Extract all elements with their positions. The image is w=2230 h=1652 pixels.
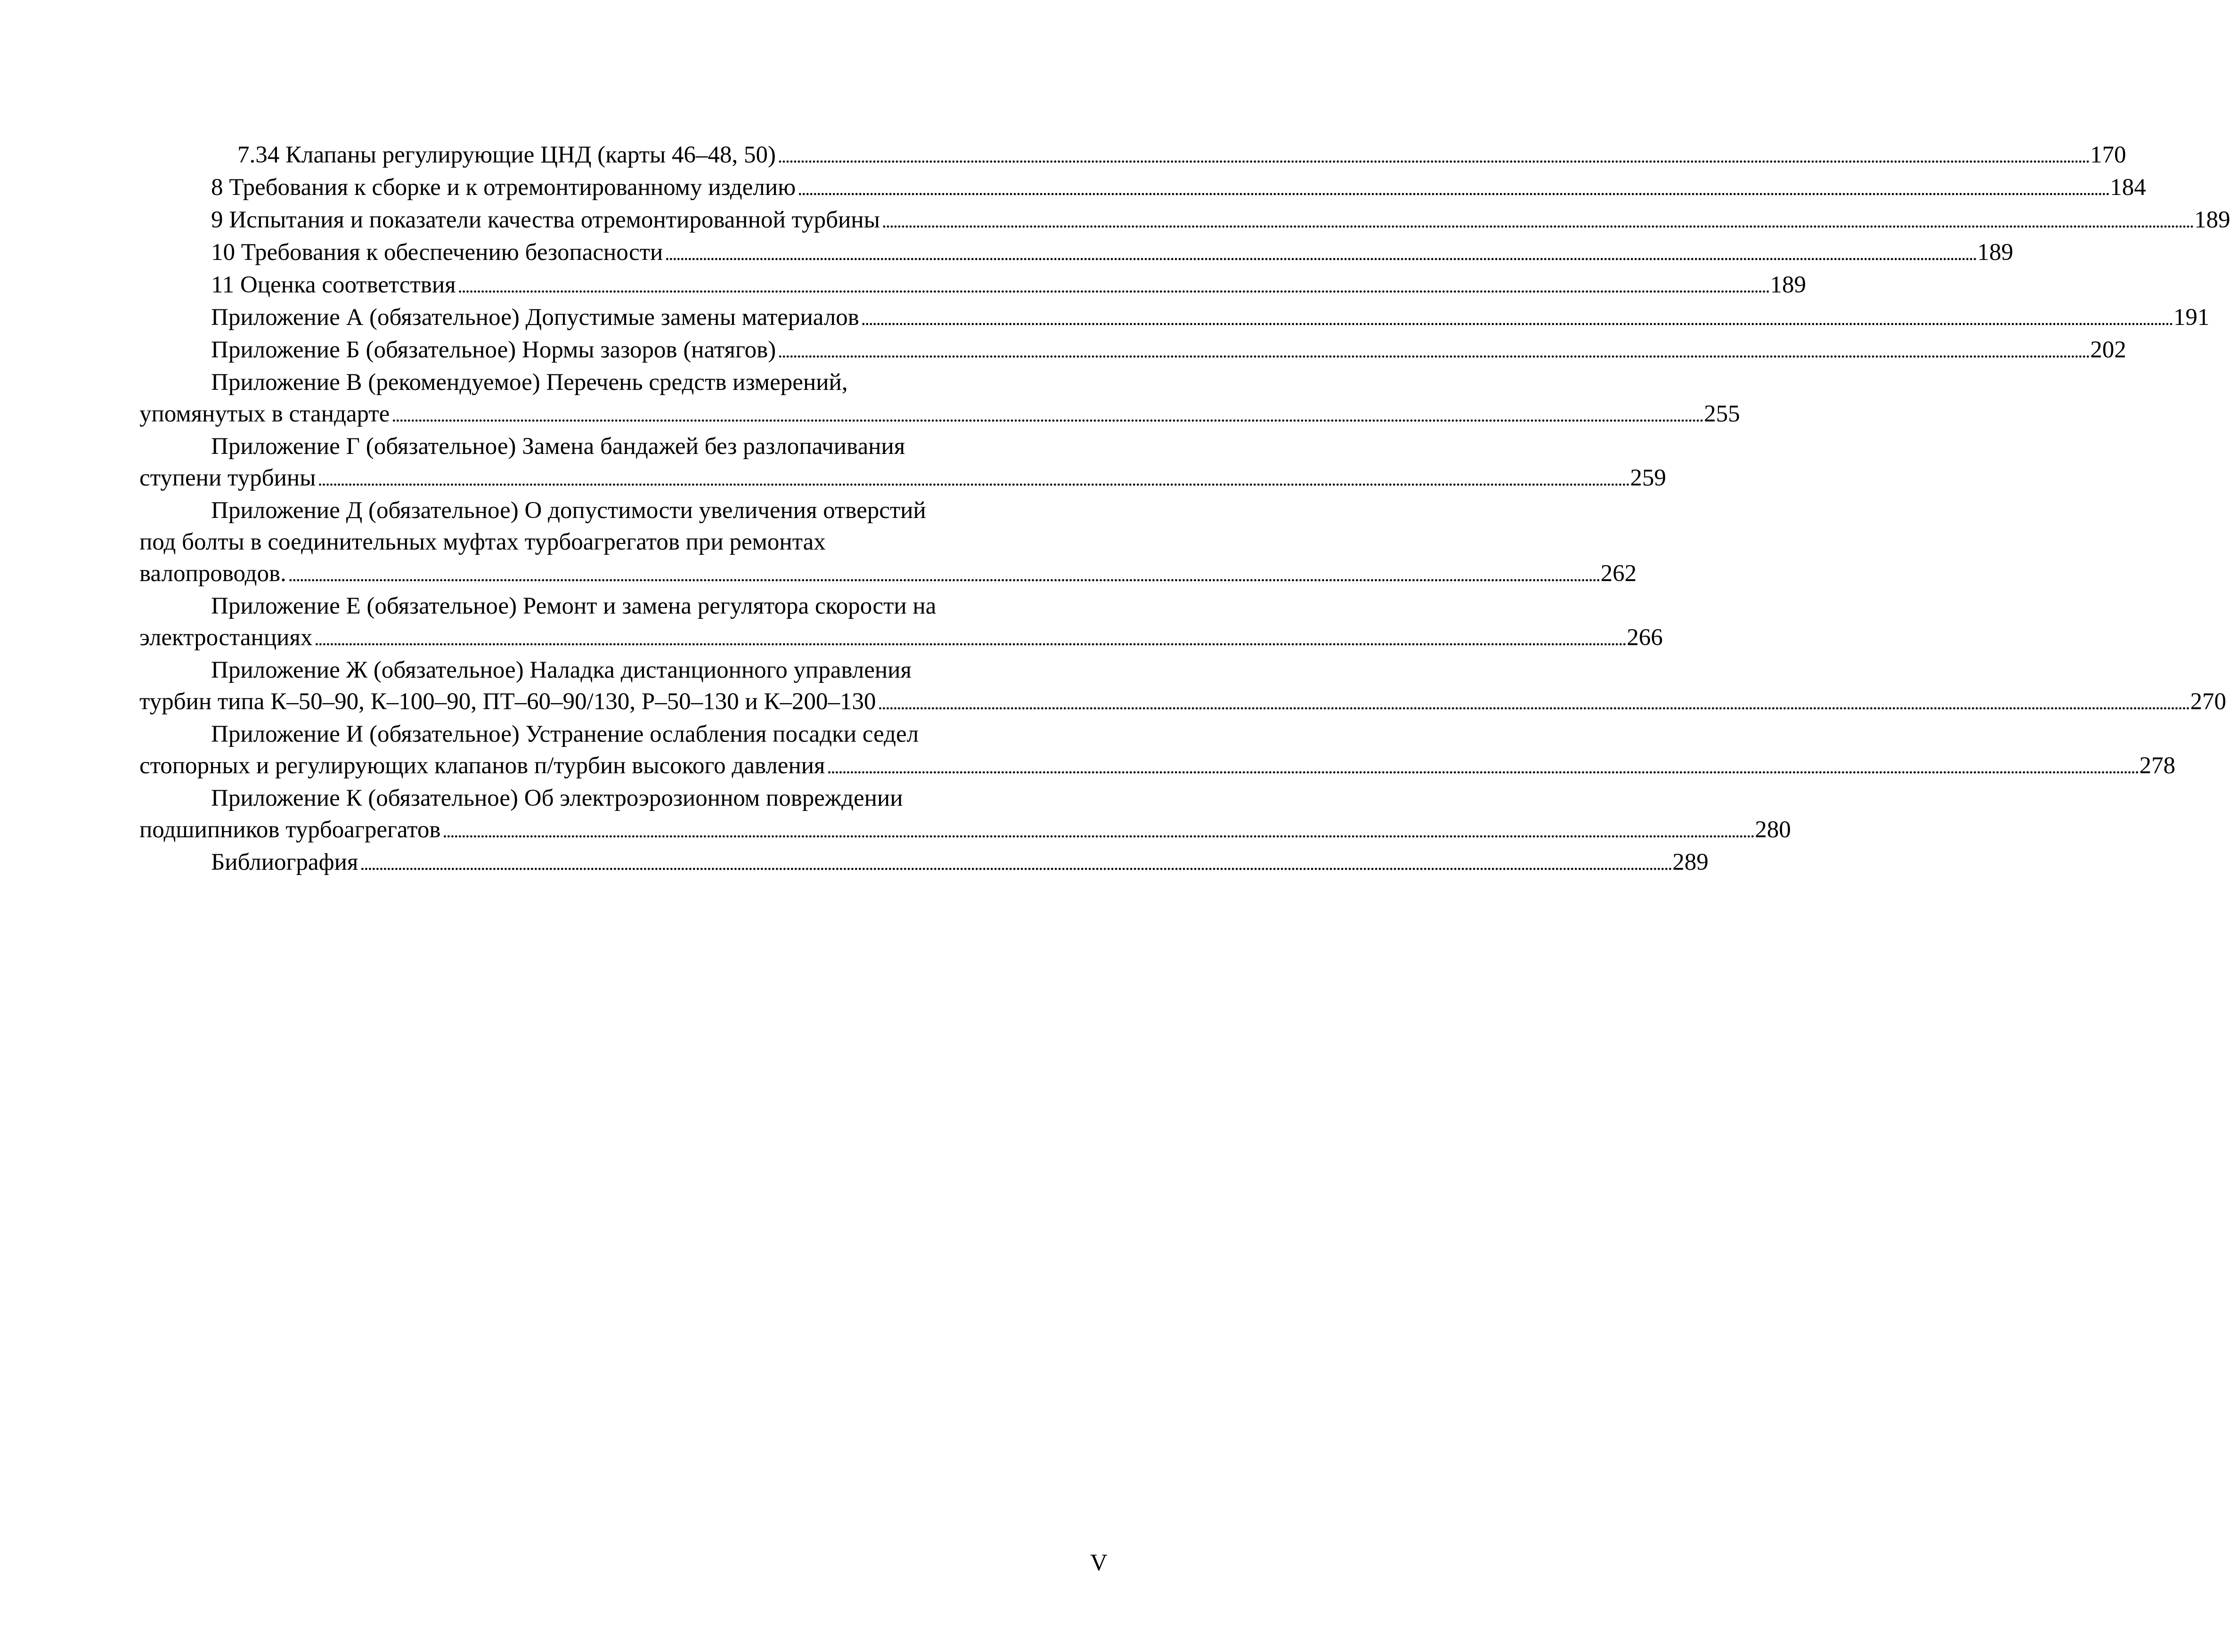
toc-entry-title: Приложение А (обязательное) Допустимые замены материалов xyxy=(211,304,859,331)
dot-leader xyxy=(456,269,1767,302)
toc-entry-page: 262 xyxy=(1600,560,1637,587)
toc-entry xyxy=(139,431,1666,495)
toc-entry xyxy=(139,495,1637,591)
toc-entry-title: Приложение Д (обязательное) О допустимости увеличения отверстий xyxy=(211,497,926,524)
toc-entry xyxy=(139,719,2175,783)
toc-entry-line xyxy=(139,204,2230,237)
toc-entry-title: 9 Испытания и показатели качества отремонтированной турбины xyxy=(211,207,880,233)
toc-entry-line xyxy=(139,462,1666,495)
toc-entry-page: 184 xyxy=(2110,174,2146,201)
toc-entry-title: валопроводов. xyxy=(139,560,286,587)
toc-entry xyxy=(139,204,2230,237)
toc-entry-title: Приложение В (рекомендуемое) Перечень средств измерений, xyxy=(211,369,848,396)
toc-entry-line xyxy=(139,655,1080,686)
dot-leader xyxy=(876,686,2188,719)
toc-entry-title: 11 Оценка соответствия xyxy=(211,272,456,298)
toc-entry xyxy=(139,367,1740,431)
toc-entry-line xyxy=(139,558,1637,591)
toc-entry-line xyxy=(139,750,2175,783)
dot-leader xyxy=(358,847,1669,879)
toc-entry-title: Приложение И (обязательное) Устранение ослабления посадки седел xyxy=(211,721,919,747)
toc-entry-line xyxy=(139,237,2013,269)
toc-entry-line xyxy=(139,334,2126,367)
toc-entry-line xyxy=(139,139,2126,172)
toc-entry xyxy=(139,655,2227,719)
dot-leader xyxy=(316,462,1627,495)
toc-entry xyxy=(139,847,1709,879)
toc-entry-line xyxy=(139,172,2146,204)
toc-entry-page: 202 xyxy=(2090,337,2126,363)
toc-entry-title: Библиография xyxy=(211,849,358,875)
dot-leader xyxy=(776,139,2087,172)
toc-entry-line xyxy=(139,431,1080,462)
toc-entry-page: 189 xyxy=(1977,239,2013,266)
toc-entry-page: 278 xyxy=(2139,753,2175,779)
toc-entry-page: 191 xyxy=(2173,304,2210,331)
toc-entry-page: 270 xyxy=(2190,688,2227,715)
dot-leader xyxy=(312,622,1624,655)
toc-entry-title: под болты в соединительных муфтах турбоагрегатов при ремонтах xyxy=(139,529,826,555)
toc-entry-page: 289 xyxy=(1672,849,1709,875)
toc-entry-title: турбин типа К–50–90, К–100–90, ПТ–60–90/130, Р–50–130 и К–200–130 xyxy=(139,688,876,715)
toc-entry-title: 8 Требования к сборке и к отремонтированному изделию xyxy=(211,174,796,201)
toc-entry-line xyxy=(139,686,2227,719)
toc-entry xyxy=(139,269,1807,302)
toc-entry xyxy=(139,237,2013,269)
toc-entry-line xyxy=(139,495,1080,526)
toc-entry-line xyxy=(139,719,1080,750)
dot-leader xyxy=(286,558,1598,591)
toc-entry xyxy=(139,139,2126,172)
toc-entry-line xyxy=(139,367,1080,398)
toc-entry-page: 189 xyxy=(2194,207,2230,233)
toc-entry-title: упомянутых в стандарте xyxy=(139,401,390,427)
toc-entry-title: Приложение К (обязательное) Об электроэрозионном повреждении xyxy=(211,785,903,811)
page-number: V xyxy=(1090,1550,1107,1576)
toc-entry-line xyxy=(139,302,2210,334)
toc-entry-title: 10 Требования к обеспечению безопасности xyxy=(211,239,663,266)
toc-entry-page: 259 xyxy=(1630,465,1666,491)
toc-entry-title: Приложение Е (обязательное) Ремонт и замена регулятора скорости на xyxy=(211,593,936,619)
toc-entry-page: 189 xyxy=(1770,272,1807,298)
toc-entry-title: Приложение Б (обязательное) Нормы зазоров (натягов) xyxy=(211,337,776,363)
table-of-contents xyxy=(139,139,2230,879)
toc-entry-title: 7.34 Клапаны регулирующие ЦНД (карты 46–48, 50) xyxy=(237,142,776,168)
dot-leader xyxy=(880,204,2191,237)
toc-entry-line xyxy=(139,622,1663,655)
dot-leader xyxy=(796,172,2107,204)
toc-entry-line xyxy=(139,814,1791,847)
toc-entry-line xyxy=(139,847,1709,879)
toc-entry xyxy=(139,334,2126,367)
dot-leader xyxy=(390,398,1701,431)
toc-entry-title: электростанциях xyxy=(139,624,313,651)
dot-leader xyxy=(663,237,1974,269)
dot-leader xyxy=(859,302,2171,334)
toc-entry-line xyxy=(139,269,1807,302)
toc-entry-title: Приложение Ж (обязательное) Наладка дистанционного управления xyxy=(211,657,912,683)
toc-entry-page: 266 xyxy=(1627,624,1663,651)
toc-entry-line xyxy=(139,398,1740,431)
toc-entry-page: 255 xyxy=(1704,401,1740,427)
toc-entry-line xyxy=(139,591,1080,622)
toc-entry-title: Приложение Г (обязательное) Замена бандажей без разлопачивания xyxy=(211,433,905,460)
dot-leader xyxy=(825,750,2137,783)
toc-entry xyxy=(139,591,1663,655)
toc-entry-title: стопорных и регулирующих клапанов п/турбин высокого давления xyxy=(139,753,825,779)
toc-entry xyxy=(139,172,2146,204)
toc-entry xyxy=(139,302,2210,334)
toc-entry-title: ступени турбины xyxy=(139,465,316,491)
toc-entry-line xyxy=(139,526,1080,558)
toc-entry-page: 170 xyxy=(2090,142,2126,168)
toc-entry xyxy=(139,783,1791,847)
dot-leader xyxy=(440,814,1752,847)
toc-entry-page: 280 xyxy=(1755,817,1791,843)
dot-leader xyxy=(776,334,2087,367)
toc-entry-line xyxy=(139,783,1080,814)
toc-entry-title: подшипников турбоагрегатов xyxy=(139,817,441,843)
